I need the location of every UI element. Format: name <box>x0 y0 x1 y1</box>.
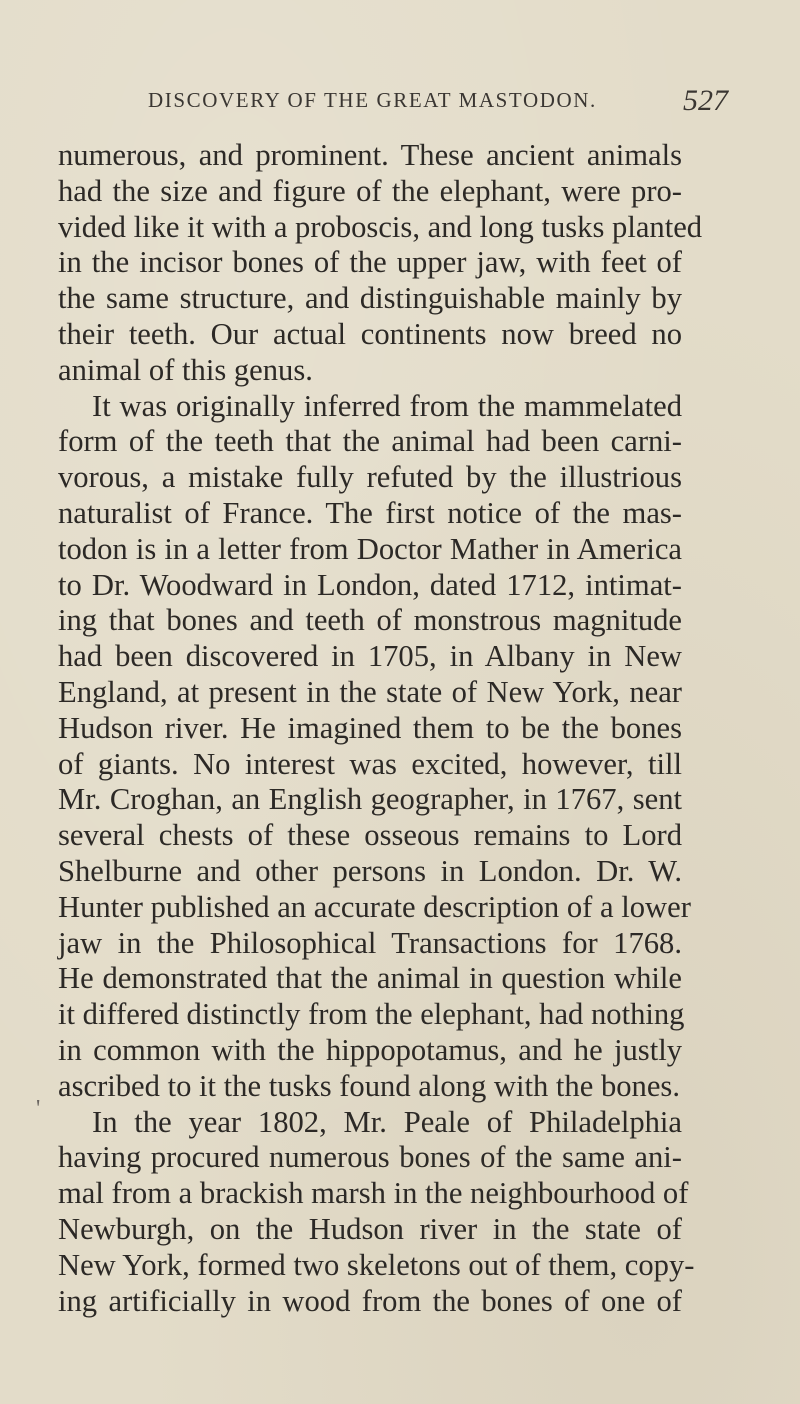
text-line: England, at present in the state of New York, near <box>58 674 682 709</box>
text-line: having procured numerous bones of the same ani- <box>58 1140 682 1175</box>
paragraph-start-line: In the year 1802, Mr. Peale of Philadelphia <box>92 1104 682 1139</box>
text-line: it differed distinctly from the elephant, had nothing <box>58 997 685 1032</box>
text-line: He demonstrated that the animal in question while <box>58 961 682 996</box>
text-line: to Dr. Woodward in London, dated 1712, intimat- <box>58 567 682 602</box>
text-line: their teeth. Our actual continents now breed no <box>58 316 682 351</box>
running-title: DISCOVERY OF THE GREAT MASTODON. <box>148 88 597 112</box>
paragraph-start-line: It was originally inferred from the mammelated <box>92 388 682 423</box>
text-line: mal from a brackish marsh in the neighbourhood of <box>58 1176 689 1211</box>
text-line: in common with the hippopotamus, and he justly <box>58 1032 682 1067</box>
text-line: vorous, a mistake fully refuted by the illustrious <box>58 460 682 495</box>
page-number: 527 <box>683 84 728 117</box>
text-line: naturalist of France. The first notice of the mas- <box>58 495 682 530</box>
running-head <box>148 84 728 124</box>
text-line: of giants. No interest was excited, however, till <box>58 746 682 781</box>
text-line: Hudson river. He imagined them to be the bones <box>58 710 682 745</box>
text-line: New York, formed two skeletons out of them, copy- <box>58 1247 695 1282</box>
text-line: Newburgh, on the Hudson river in the state of <box>58 1211 682 1246</box>
text-line: animal of this genus. <box>58 352 313 387</box>
text-line: vided like it with a proboscis, and long tusks planted <box>58 209 703 244</box>
text-line: had been discovered in 1705, in Albany in New <box>58 639 682 674</box>
text-line: several chests of these osseous remains to Lord <box>58 818 682 853</box>
text-line: the same structure, and distinguishable mainly by <box>58 281 682 316</box>
text-line: ascribed to it the tusks found along with the bones. <box>58 1068 680 1103</box>
text-line: had the size and figure of the elephant, were pro- <box>58 173 682 208</box>
text-line: Mr. Croghan, an English geographer, in 1767, sent <box>58 782 682 817</box>
text-line: ing that bones and teeth of monstrous magnitude <box>58 603 682 638</box>
text-line: numerous, and prominent. These ancient animals <box>58 138 682 172</box>
body-text <box>58 138 703 1319</box>
text-line: form of the teeth that the animal had been carni- <box>58 424 682 459</box>
text-line: Shelburne and other persons in London. Dr. W. <box>58 853 682 888</box>
margin-mark: ' <box>36 1096 41 1122</box>
text-line: Hunter published an accurate description of a lower <box>58 889 691 924</box>
text-line: ing artificially in wood from the bones of one of <box>58 1283 682 1318</box>
text-line: todon is in a letter from Doctor Mather in America <box>58 531 682 566</box>
text-line: jaw in the Philosophical Transactions for 1768. <box>58 925 682 960</box>
text-line: in the incisor bones of the upper jaw, with feet of <box>58 245 682 280</box>
